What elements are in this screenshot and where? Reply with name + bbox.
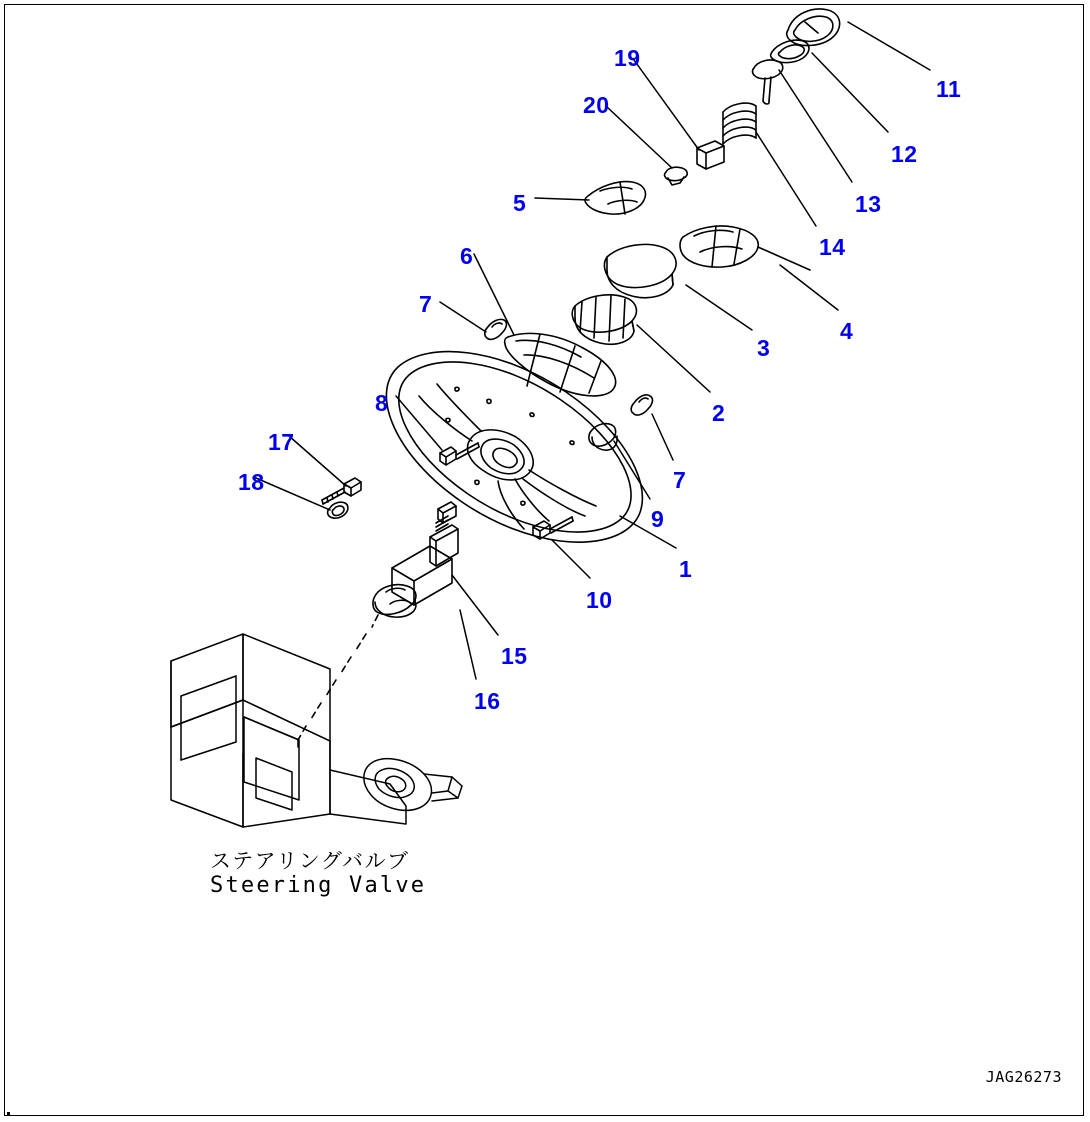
callout-20: 20	[583, 92, 610, 118]
callout-4: 4	[840, 318, 854, 344]
part-4-shape	[680, 226, 810, 270]
callout-16: 16	[474, 688, 501, 714]
caption-english: Steering Valve	[210, 873, 427, 898]
callout-15: 15	[501, 643, 528, 669]
part-13-shape	[753, 60, 783, 104]
callout-12: 12	[891, 141, 918, 167]
part-15-16-shaft-shape	[298, 502, 458, 740]
part-5-shape	[585, 182, 646, 214]
part-14-shape	[723, 103, 756, 144]
part-12-shape	[771, 40, 809, 63]
part-2-shape	[572, 295, 636, 344]
callout-leader-lines	[256, 22, 930, 679]
callout-1: 1	[679, 556, 693, 582]
part-19-shape	[665, 167, 688, 185]
callout-5: 5	[513, 190, 527, 216]
callout-17: 17	[268, 429, 295, 455]
callout-13: 13	[855, 191, 882, 217]
callout-7-lower: 7	[673, 467, 687, 493]
part-7-upper-shape	[485, 319, 507, 339]
part-10-shape	[533, 517, 573, 539]
callout-2: 2	[712, 400, 726, 426]
steering-valve-body-shape	[171, 634, 462, 827]
callout-18: 18	[238, 469, 265, 495]
callout-6: 6	[460, 243, 474, 269]
drawing-code: JAG26273	[985, 1068, 1062, 1086]
part-1-steering-wheel-shape	[386, 352, 642, 543]
part-7-lower-shape	[631, 395, 652, 415]
callout-7-upper: 7	[419, 291, 433, 317]
caption-japanese: ステアリングバルブ	[210, 849, 410, 873]
callout-9: 9	[651, 506, 665, 532]
callout-8: 8	[375, 390, 389, 416]
callout-10: 10	[586, 587, 613, 613]
part-20-shape	[697, 141, 724, 169]
callout-19: 19	[614, 45, 641, 71]
callout-3: 3	[757, 335, 771, 361]
corner-mark	[7, 1112, 10, 1115]
part-3-shape	[604, 244, 676, 297]
callout-14: 14	[819, 234, 846, 260]
callout-11: 11	[936, 76, 962, 102]
